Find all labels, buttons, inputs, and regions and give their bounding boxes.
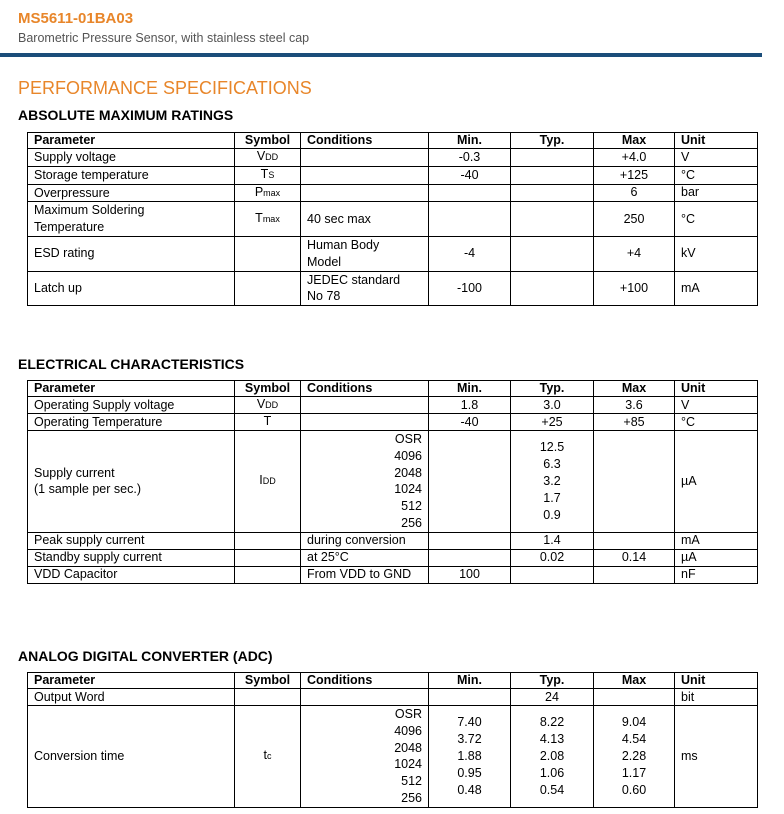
typ-cell: 8.22 4.13 2.08 1.06 0.54: [511, 706, 594, 808]
min-cell: -100: [429, 271, 511, 306]
unit-cell: V: [675, 149, 758, 167]
min-cell: [429, 532, 511, 549]
adc-table: [27, 672, 758, 808]
unit-cell: bit: [675, 689, 758, 706]
min-cell: 7.40 3.72 1.88 0.95 0.48: [429, 706, 511, 808]
col-max: Max: [594, 133, 675, 149]
col-conditions: Conditions: [301, 133, 429, 149]
max-cell: 0.14: [594, 549, 675, 566]
param-cell: Supply current (1 sample per sec.): [28, 431, 235, 533]
conditions-cell: From VDD to GND: [301, 566, 429, 583]
param-cell: Supply voltage: [28, 149, 235, 167]
param-cell: Standby supply current: [28, 549, 235, 566]
table-header-row: [28, 673, 758, 689]
max-cell: [594, 431, 675, 533]
col-symbol: Symbol: [235, 673, 301, 689]
symbol-cell: [235, 271, 301, 306]
min-cell: [429, 184, 511, 202]
elec-table: [27, 380, 758, 584]
typ-cell: +25: [511, 414, 594, 431]
min-cell: 100: [429, 566, 511, 583]
unit-cell: °C: [675, 202, 758, 237]
symbol-cell: [235, 566, 301, 583]
max-cell: +125: [594, 166, 675, 184]
conditions-cell: during conversion: [301, 532, 429, 549]
table-row: [28, 566, 758, 583]
param-cell: Latch up: [28, 271, 235, 306]
max-cell: 6: [594, 184, 675, 202]
conditions-cell: [301, 397, 429, 414]
document-subtitle: Barometric Pressure Sensor, with stainless steel cap: [18, 31, 310, 45]
col-parameter: Parameter: [28, 381, 235, 397]
conditions-cell: [301, 706, 429, 808]
col-parameter: Parameter: [28, 133, 235, 149]
col-max: Max: [594, 673, 675, 689]
typ-cell: [511, 149, 594, 167]
max-cell: 3.6: [594, 397, 675, 414]
col-min: Min.: [429, 673, 511, 689]
table-row: [28, 184, 758, 202]
conditions-cell: [301, 414, 429, 431]
typ-cell: [511, 566, 594, 583]
conditions-cell: 40 sec max: [301, 202, 429, 237]
table-row: [28, 549, 758, 566]
col-parameter: Parameter: [28, 673, 235, 689]
conditions-cell: Human Body Model: [301, 236, 429, 271]
osr-list: OSR 4096 2048 1024 512 256: [394, 707, 422, 805]
col-min: Min.: [429, 381, 511, 397]
min-cell: [429, 549, 511, 566]
table-row: [28, 414, 758, 431]
unit-cell: mA: [675, 271, 758, 306]
typ-cell: [511, 166, 594, 184]
min-cell: -40: [429, 166, 511, 184]
param-cell: Overpressure: [28, 184, 235, 202]
unit-cell: ms: [675, 706, 758, 808]
max-cell: +4.0: [594, 149, 675, 167]
col-typ: Typ.: [511, 133, 594, 149]
max-cell: [594, 566, 675, 583]
typ-cell: 0.02: [511, 549, 594, 566]
symbol-cell: tc: [235, 706, 301, 808]
unit-cell: mA: [675, 532, 758, 549]
symbol-cell: VDD: [235, 149, 301, 167]
typ-cell: [511, 271, 594, 306]
table-row: [28, 431, 758, 533]
col-symbol: Symbol: [235, 133, 301, 149]
table-row: [28, 202, 758, 237]
max-cell: 9.04 4.54 2.28 1.17 0.60: [594, 706, 675, 808]
table-row: [28, 706, 758, 808]
unit-cell: V: [675, 397, 758, 414]
param-cell: Operating Temperature: [28, 414, 235, 431]
symbol-cell: [235, 689, 301, 706]
symbol-cell: VDD: [235, 397, 301, 414]
conditions-cell: [301, 689, 429, 706]
symbol-cell: [235, 236, 301, 271]
elec-title: ELECTRICAL CHARACTERISTICS: [18, 356, 245, 372]
table-header-row: [28, 133, 758, 149]
col-min: Min.: [429, 133, 511, 149]
unit-cell: bar: [675, 184, 758, 202]
document-title: MS5611-01BA03: [18, 10, 134, 27]
col-typ: Typ.: [511, 673, 594, 689]
conditions-cell: [301, 166, 429, 184]
min-cell: -40: [429, 414, 511, 431]
conditions-cell: [301, 184, 429, 202]
param-cell: Output Word: [28, 689, 235, 706]
adc-title: ANALOG DIGITAL CONVERTER (ADC): [18, 648, 273, 664]
typ-cell: 3.0: [511, 397, 594, 414]
symbol-cell: Tmax: [235, 202, 301, 237]
conditions-cell: [301, 149, 429, 167]
table-row: [28, 166, 758, 184]
param-cell: Maximum Soldering Temperature: [28, 202, 235, 237]
symbol-cell: T: [235, 414, 301, 431]
max-cell: [594, 689, 675, 706]
min-cell: [429, 202, 511, 237]
max-cell: 250: [594, 202, 675, 237]
typ-cell: [511, 184, 594, 202]
param-cell: Peak supply current: [28, 532, 235, 549]
symbol-cell: [235, 532, 301, 549]
symbol-cell: Pmax: [235, 184, 301, 202]
col-conditions: Conditions: [301, 673, 429, 689]
header-divider: [0, 53, 762, 57]
table-row: [28, 149, 758, 167]
typ-cell: 12.5 6.3 3.2 1.7 0.9: [511, 431, 594, 533]
col-unit: Unit: [675, 133, 758, 149]
table-row: [28, 236, 758, 271]
section-title: PERFORMANCE SPECIFICATIONS: [18, 78, 312, 98]
param-cell: Conversion time: [28, 706, 235, 808]
typ-cell: [511, 202, 594, 237]
min-cell: -0.3: [429, 149, 511, 167]
table-header-row: [28, 381, 758, 397]
table-row: [28, 271, 758, 306]
col-unit: Unit: [675, 673, 758, 689]
unit-cell: °C: [675, 166, 758, 184]
unit-cell: nF: [675, 566, 758, 583]
osr-list: OSR 4096 2048 1024 512 256: [394, 432, 422, 530]
conditions-cell: at 25°C: [301, 549, 429, 566]
col-conditions: Conditions: [301, 381, 429, 397]
typ-cell: 24: [511, 689, 594, 706]
amr-table: [27, 132, 758, 306]
typ-cell: 1.4: [511, 532, 594, 549]
col-max: Max: [594, 381, 675, 397]
conditions-cell: [301, 431, 429, 533]
symbol-cell: TS: [235, 166, 301, 184]
max-cell: +4: [594, 236, 675, 271]
unit-cell: µA: [675, 431, 758, 533]
min-cell: [429, 431, 511, 533]
min-cell: 1.8: [429, 397, 511, 414]
min-cell: [429, 689, 511, 706]
param-cell: VDD Capacitor: [28, 566, 235, 583]
amr-title: ABSOLUTE MAXIMUM RATINGS: [18, 107, 234, 123]
min-cell: -4: [429, 236, 511, 271]
param-cell: Operating Supply voltage: [28, 397, 235, 414]
unit-cell: µA: [675, 549, 758, 566]
unit-cell: kV: [675, 236, 758, 271]
unit-cell: °C: [675, 414, 758, 431]
conditions-cell: JEDEC standard No 78: [301, 271, 429, 306]
max-cell: +85: [594, 414, 675, 431]
table-row: [28, 397, 758, 414]
typ-cell: [511, 236, 594, 271]
table-row: [28, 689, 758, 706]
table-row: [28, 532, 758, 549]
col-unit: Unit: [675, 381, 758, 397]
symbol-cell: IDD: [235, 431, 301, 533]
symbol-cell: [235, 549, 301, 566]
max-cell: [594, 532, 675, 549]
param-cell: Storage temperature: [28, 166, 235, 184]
param-cell: ESD rating: [28, 236, 235, 271]
col-symbol: Symbol: [235, 381, 301, 397]
col-typ: Typ.: [511, 381, 594, 397]
max-cell: +100: [594, 271, 675, 306]
